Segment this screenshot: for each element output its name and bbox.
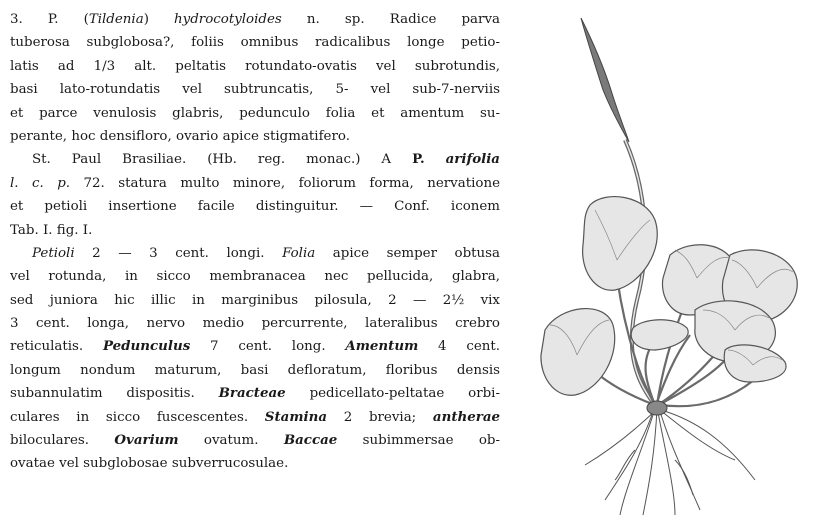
- text-line: [10, 382, 500, 405]
- species-description: [10, 8, 500, 476]
- leaves: [541, 197, 797, 396]
- text-segment: perante, hoc densifloro, ovario apice stigmatifero.: [10, 128, 350, 144]
- text-segment: vel rotunda, in sicco membranacea nec pellucida, glabra,: [10, 269, 500, 285]
- text-segment: pedicellato-peltatae orbi-: [285, 386, 500, 402]
- text-line: [10, 452, 500, 475]
- text-line: [10, 335, 500, 358]
- text-segment: Folia: [282, 245, 316, 261]
- text-segment: Tildenia: [88, 12, 144, 27]
- text-line: [10, 55, 500, 78]
- text-line: [10, 102, 500, 125]
- text-segment: Petioli: [32, 245, 75, 261]
- amentum-spike: [581, 18, 629, 142]
- text-line: [10, 219, 500, 242]
- text-segment: latis ad: [10, 58, 94, 74]
- text-line: [10, 148, 500, 171]
- roots: [585, 405, 755, 515]
- text-line: [10, 406, 500, 429]
- text-segment: arifolia: [445, 151, 500, 168]
- text-segment: Ovarium: [114, 432, 179, 449]
- text-segment: Amentum: [345, 338, 419, 355]
- text-line: [10, 78, 500, 101]
- text-segment: subannulatim dispositis.: [10, 386, 219, 402]
- text-segment: Tab. I. fig. I.: [10, 222, 93, 238]
- text-segment: biloculares.: [10, 433, 115, 449]
- text-segment: Stamina: [264, 408, 327, 425]
- plant-illustration: [525, 10, 815, 520]
- leaf: [583, 197, 658, 291]
- text-segment: 1/3: [93, 58, 116, 74]
- text-line: [10, 359, 500, 382]
- text-segment: 2 brevia;: [327, 409, 433, 425]
- text-segment: Bracteae: [218, 385, 286, 402]
- text-segment: ovatum.: [178, 433, 284, 449]
- text-segment: P.: [412, 151, 425, 168]
- text-segment: 72. statura multo minore, foliorum forma, nervatione: [70, 175, 500, 191]
- text-segment: hydrocotyloides: [174, 12, 282, 27]
- text-line: [10, 8, 500, 31]
- text-line: [10, 172, 500, 195]
- text-line: [10, 125, 500, 148]
- root-tuber: [647, 401, 667, 415]
- text-segment: Baccae: [283, 432, 338, 449]
- text-segment: longum nondum maturum, basi defloratum, floribus densis: [10, 362, 500, 378]
- text-segment: n. sp. Radice parva: [281, 12, 500, 27]
- text-segment: tuberosa subglobosa?, foliis omnibus radicalibus longe petio-: [10, 35, 500, 51]
- text-line: [10, 31, 500, 54]
- text-segment: 7 cent. long.: [190, 339, 346, 355]
- text-segment: alt. peltatis rotundato-ovatis vel subrotundis,: [115, 58, 500, 74]
- text-segment: 4 cent.: [418, 339, 500, 355]
- text-segment: Pedunculus: [102, 338, 191, 355]
- text-line: [10, 265, 500, 288]
- text-segment: 2 — 3 cent. longi.: [74, 245, 283, 261]
- leaf: [631, 320, 688, 350]
- text-segment: 3.: [10, 12, 48, 27]
- text-segment: l. c. p.: [10, 175, 71, 191]
- text-segment: (: [58, 12, 89, 27]
- text-segment: subimmersae ob-: [337, 433, 500, 449]
- text-segment: ): [143, 12, 175, 27]
- text-segment: P.: [47, 12, 59, 27]
- text-line: [10, 289, 500, 312]
- text-segment: et petioli insertione facile distinguitur. — Conf. iconem: [10, 199, 500, 215]
- text-line: [10, 312, 500, 335]
- text-segment: reticulatis.: [10, 339, 103, 355]
- text-segment: [425, 152, 446, 167]
- text-line: [10, 429, 500, 452]
- text-segment: St. Paul Brasiliae. (Hb. reg. monac.) A: [32, 152, 413, 168]
- text-line: [10, 195, 500, 218]
- text-segment: culares in sicco fuscescentes.: [10, 409, 265, 425]
- text-segment: antherae: [432, 408, 500, 425]
- text-segment: ovatae vel subglobosae subverrucosulae.: [10, 456, 289, 472]
- text-line: [10, 242, 500, 265]
- text-segment: sed juniora hic illic in marginibus pilosula, 2 — 2½ vix: [10, 292, 500, 308]
- text-segment: 3 cent. longa, nervo medio percurrente, lateralibus crebro: [10, 316, 500, 332]
- text-segment: apice semper obtusa: [315, 245, 500, 261]
- text-segment: et parce venulosis glabris, pedunculo folia et amentum su-: [10, 105, 500, 121]
- text-segment: basi lato-rotundatis vel subtruncatis, 5- vel sub-7-nerviis: [10, 82, 500, 98]
